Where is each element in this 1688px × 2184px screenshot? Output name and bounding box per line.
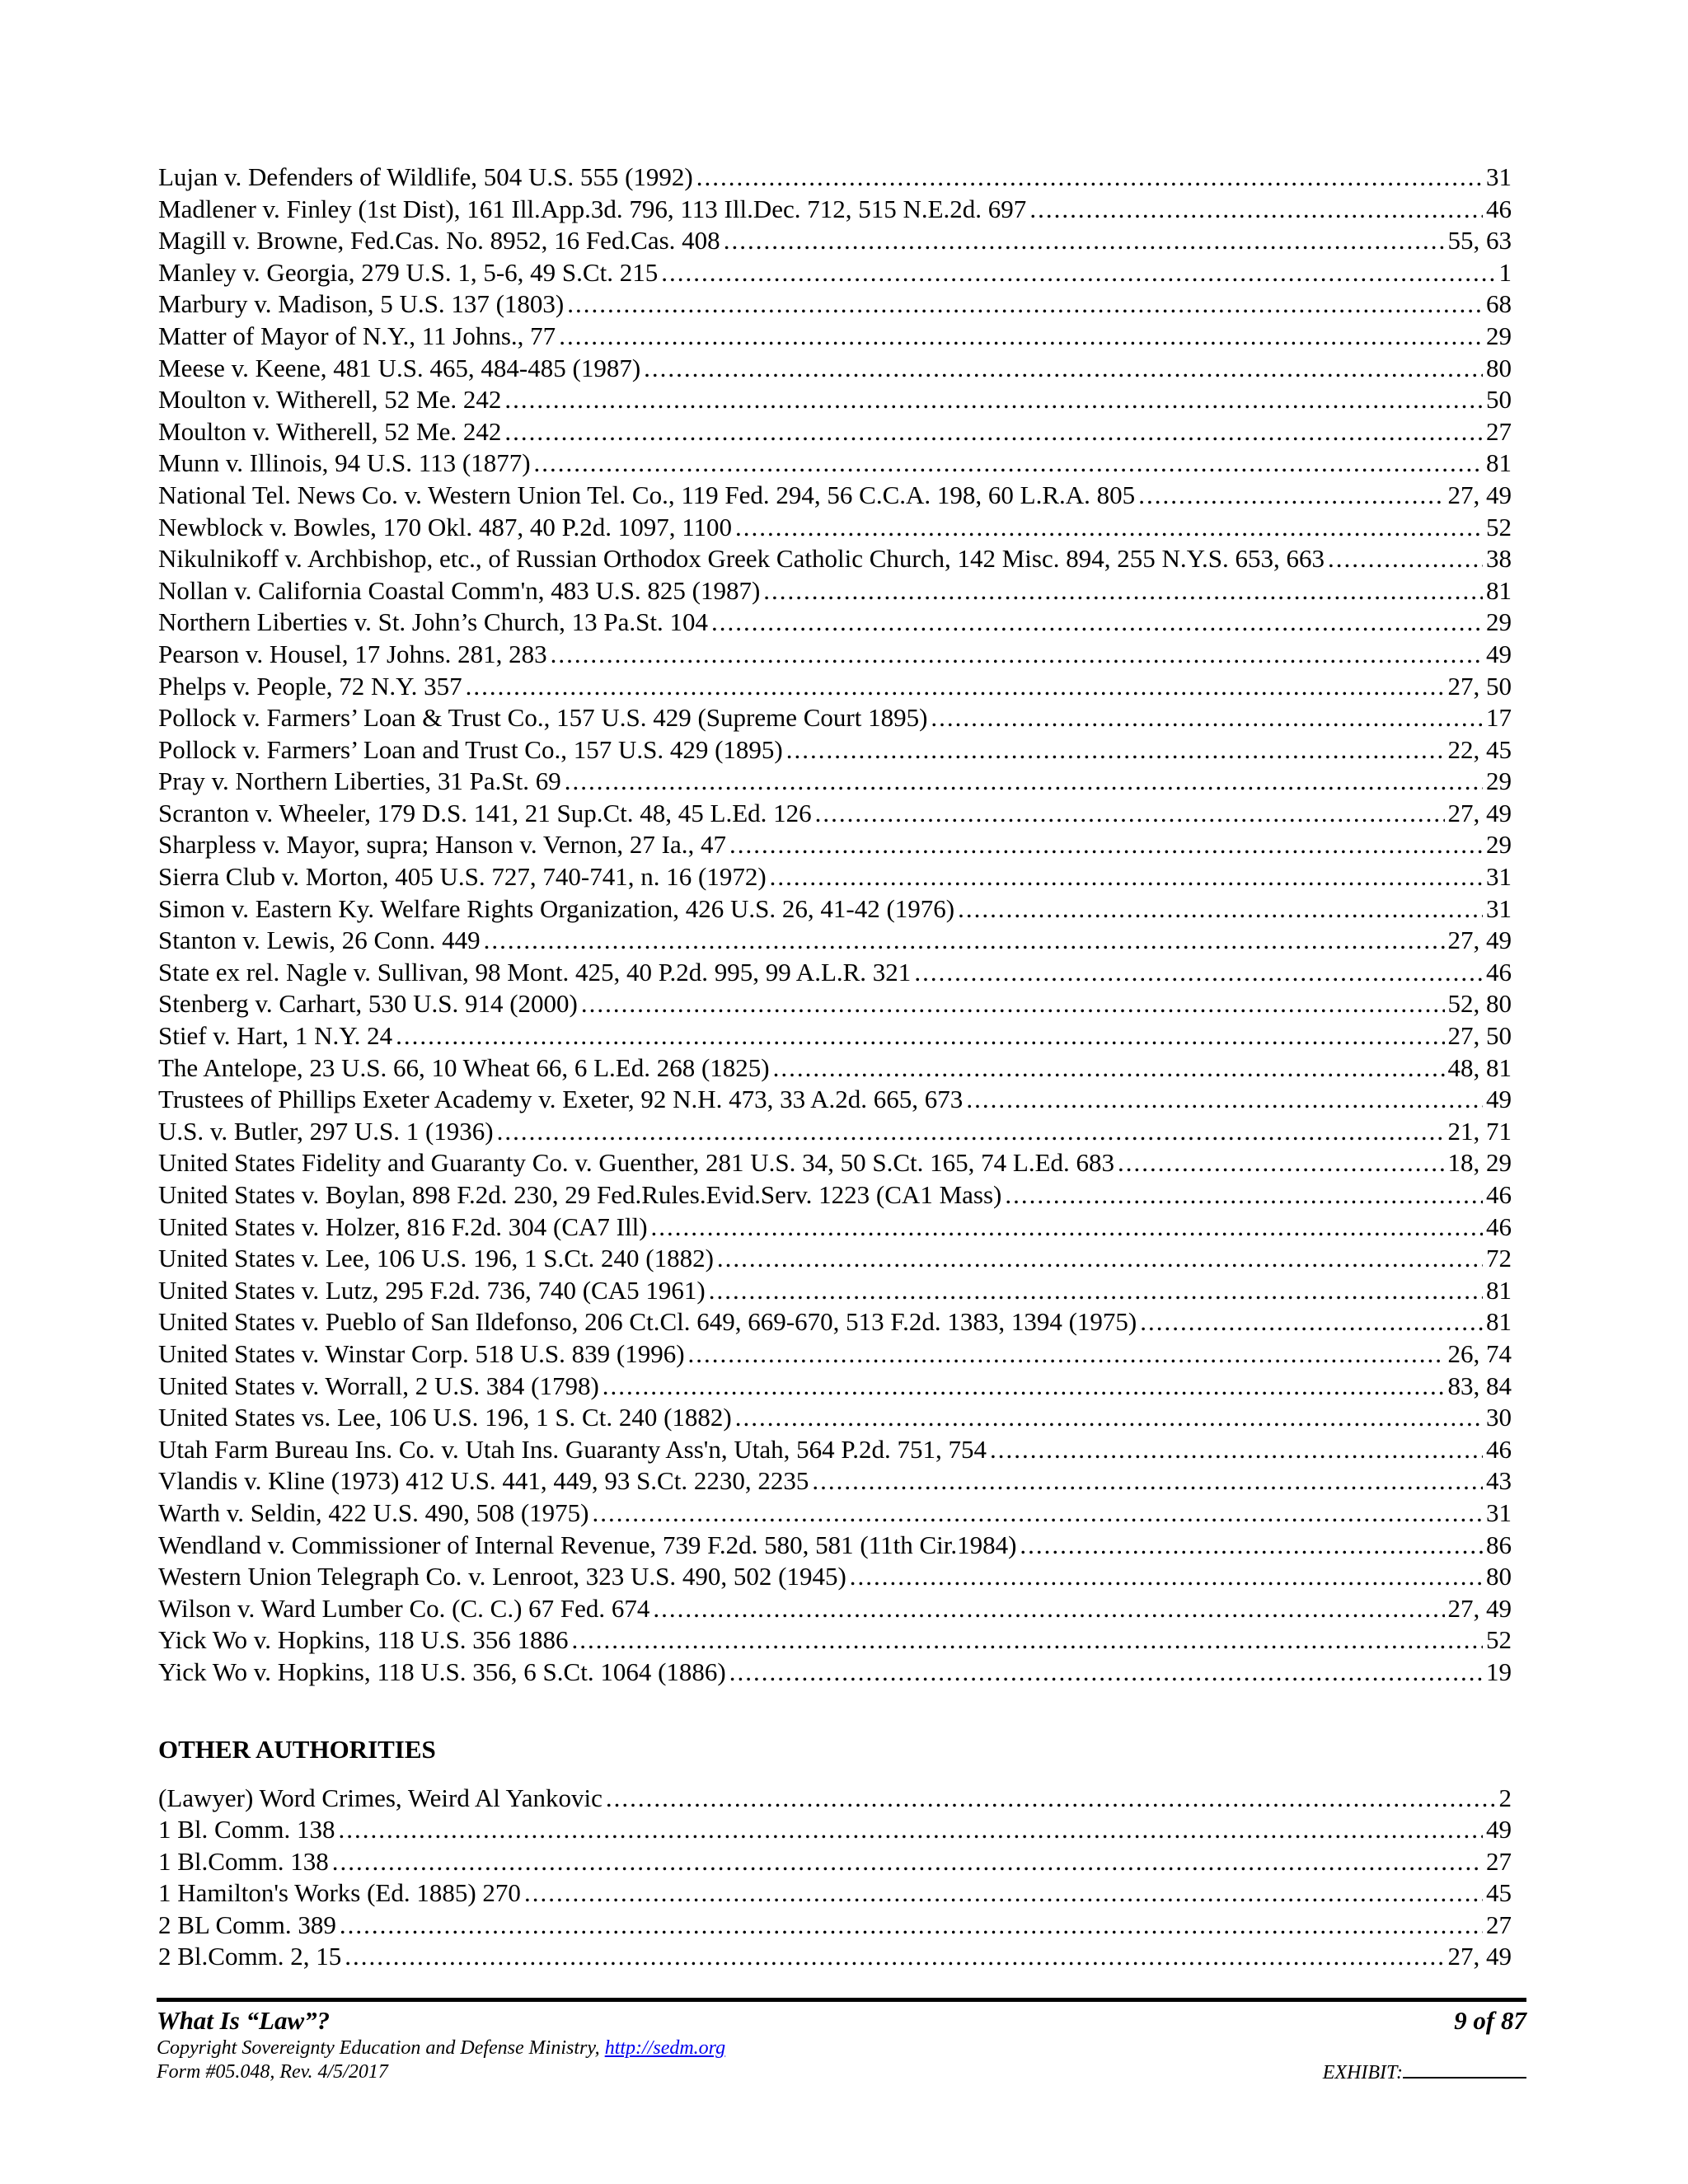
entry-title: Magill v. Browne, Fed.Cas. No. 8952, 16 Fed.Cas. 408 <box>158 226 720 255</box>
entry-page-numbers: 80 <box>1486 353 1512 382</box>
dot-leader <box>651 1212 1483 1244</box>
dot-leader <box>1138 480 1444 512</box>
toc-entry[interactable] <box>158 257 1512 289</box>
toc-entry[interactable] <box>158 766 1512 798</box>
toc-entry[interactable] <box>158 1338 1512 1371</box>
dot-leader <box>773 1052 1445 1085</box>
entry-page-numbers: 81 <box>1486 448 1512 478</box>
toc-entry[interactable] <box>158 1497 1512 1530</box>
entry-title: 1 Hamilton's Works (Ed. 1885) 270 <box>158 1878 521 1908</box>
entry-title: (Lawyer) Word Crimes, Weird Al Yankovic <box>158 1783 603 1812</box>
other-authorities-heading: OTHER AUTHORITIES <box>158 1734 436 1764</box>
toc-entry[interactable] <box>158 448 1512 480</box>
dot-leader <box>653 1593 1444 1625</box>
page-footer <box>157 1998 1526 2085</box>
entry-title: Sierra Club v. Morton, 405 U.S. 727, 740-741, n. 16 (1972) <box>158 862 767 892</box>
entry-page-numbers: 86 <box>1486 1530 1512 1559</box>
entry-page-numbers: 81 <box>1486 575 1512 605</box>
entry-page-numbers: 18, 29 <box>1447 1148 1512 1178</box>
dot-leader <box>709 1275 1483 1307</box>
toc-entry[interactable] <box>158 893 1512 926</box>
toc-entry[interactable] <box>158 639 1512 671</box>
entry-title: Nikulnikoff v. Archbishop, etc., of Russian Orthodox Greek Catholic Church, 142 Misc. 894, 255 N.Y.S. 653, 663 <box>158 544 1325 574</box>
entry-title: Pollock v. Farmers’ Loan & Trust Co., 157 U.S. 429 (Supreme Court 1895) <box>158 703 928 733</box>
toc-entry[interactable] <box>158 1593 1512 1625</box>
dot-leader <box>603 1371 1445 1403</box>
entry-title: Yick Wo v. Hopkins, 118 U.S. 356, 6 S.Ct. 1064 (1886) <box>158 1657 726 1686</box>
entry-title: Yick Wo v. Hopkins, 118 U.S. 356 1886 <box>158 1625 569 1655</box>
toc-entry[interactable] <box>158 225 1512 257</box>
entry-title: Pearson v. Housel, 17 Johns. 281, 283 <box>158 639 547 668</box>
entry-page-numbers: 50 <box>1486 385 1512 415</box>
dot-leader <box>534 448 1483 480</box>
dot-leader <box>338 1814 1483 1846</box>
entry-page-numbers: 83, 84 <box>1447 1371 1512 1400</box>
entry-title: Moulton v. Witherell, 52 Me. 242 <box>158 385 502 415</box>
dot-leader <box>717 1243 1483 1275</box>
dot-leader <box>565 766 1483 798</box>
entry-title: Northern Liberties v. St. John’s Church, 13 Pa.St. 104 <box>158 607 709 637</box>
toc-entry[interactable] <box>158 1561 1512 1593</box>
dot-leader <box>551 639 1483 671</box>
dot-leader <box>572 1624 1483 1657</box>
entry-page-numbers: 27, 49 <box>1447 1593 1512 1623</box>
entry-page-numbers: 52 <box>1486 1625 1512 1655</box>
toc-entry[interactable] <box>158 194 1512 226</box>
entry-title: United States Fidelity and Guaranty Co. v. Guenther, 281 U.S. 34, 50 S.Ct. 165, 74 L.Ed. 683 <box>158 1148 1115 1178</box>
entry-title: U.S. v. Butler, 297 U.S. 1 (1936) <box>158 1116 494 1146</box>
toc-entry[interactable] <box>158 1434 1512 1466</box>
entry-page-numbers: 27, 49 <box>1447 480 1512 509</box>
dot-leader <box>729 829 1483 861</box>
toc-entry[interactable] <box>158 1371 1512 1403</box>
entry-title: Pollock v. Farmers’ Loan and Trust Co., 157 U.S. 429 (1895) <box>158 734 783 764</box>
entry-page-numbers: 26, 74 <box>1447 1338 1512 1368</box>
toc-entry[interactable] <box>158 1116 1512 1148</box>
dot-leader <box>1029 194 1483 226</box>
dot-leader <box>567 288 1483 321</box>
toc-entry[interactable] <box>158 1020 1512 1052</box>
exhibit-blank-line <box>1403 2060 1526 2079</box>
dot-leader <box>711 607 1483 639</box>
toc-entry[interactable] <box>158 1910 1512 1942</box>
dot-leader <box>396 1020 1444 1052</box>
toc-entry[interactable] <box>158 384 1512 416</box>
entry-page-numbers: 68 <box>1486 289 1512 319</box>
toc-entry[interactable] <box>158 798 1512 830</box>
toc-entry[interactable] <box>158 671 1512 703</box>
entry-page-numbers: 80 <box>1486 1562 1512 1591</box>
entry-page-numbers: 52, 80 <box>1447 989 1512 1019</box>
entry-page-numbers: 46 <box>1486 1434 1512 1464</box>
entry-page-numbers: 27, 50 <box>1447 671 1512 701</box>
dot-leader <box>504 384 1483 416</box>
toc-entry[interactable] <box>158 512 1512 544</box>
dot-leader <box>812 1465 1483 1497</box>
entry-page-numbers: 49 <box>1486 1815 1512 1844</box>
entry-title: Phelps v. People, 72 N.Y. 357 <box>158 671 462 701</box>
entry-page-numbers: 52 <box>1486 512 1512 541</box>
table-of-authorities <box>158 162 1512 1973</box>
entry-page-numbers: 31 <box>1486 1497 1512 1527</box>
dot-leader <box>786 734 1445 766</box>
entry-title: Stenberg v. Carhart, 530 U.S. 914 (2000) <box>158 989 578 1019</box>
dot-leader <box>504 416 1483 448</box>
toc-entry[interactable] <box>158 1402 1512 1434</box>
dot-leader <box>1328 543 1483 575</box>
toc-entry[interactable] <box>158 1212 1512 1244</box>
entry-title: National Tel. News Co. v. Western Union Tel. Co., 119 Fed. 294, 56 C.C.A. 198, 60 L.R.A. 805 <box>158 480 1136 509</box>
entry-title: Marbury v. Madison, 5 U.S. 137 (1803) <box>158 289 565 319</box>
toc-entry[interactable] <box>158 702 1512 734</box>
toc-entry[interactable] <box>158 480 1512 512</box>
toc-entry[interactable] <box>158 1084 1512 1116</box>
entry-page-numbers: 2 <box>1498 1783 1512 1812</box>
entry-title: United States v. Lee, 106 U.S. 196, 1 S.Ct. 240 (1882) <box>158 1244 714 1273</box>
entry-title: Western Union Telegraph Co. v. Lenroot, 323 U.S. 490, 502 (1945) <box>158 1562 846 1591</box>
dot-leader <box>484 925 1445 957</box>
sedm-link[interactable]: http://sedm.org <box>604 2037 726 2059</box>
entry-page-numbers: 72 <box>1486 1244 1512 1273</box>
entry-title: Trustees of Phillips Exeter Academy v. Exeter, 92 N.H. 473, 33 A.2d. 665, 673 <box>158 1085 964 1114</box>
dot-leader <box>966 1084 1483 1116</box>
toc-entry[interactable] <box>158 1657 1512 1689</box>
toc-entry[interactable] <box>158 543 1512 575</box>
entry-page-numbers: 27, 49 <box>1447 926 1512 955</box>
dot-leader <box>850 1561 1483 1593</box>
entry-title: 1 Bl. Comm. 138 <box>158 1815 335 1844</box>
entry-page-numbers: 46 <box>1486 957 1512 987</box>
dot-leader <box>1118 1147 1444 1179</box>
entry-page-numbers: 21, 71 <box>1447 1116 1512 1146</box>
entry-title: United States v. Worrall, 2 U.S. 384 (1798) <box>158 1371 599 1400</box>
toc-entry[interactable] <box>158 353 1512 385</box>
entry-page-numbers: 31 <box>1486 893 1512 923</box>
entry-title: Manley v. Georgia, 279 U.S. 1, 5-6, 49 S.Ct. 215 <box>158 257 659 287</box>
toc-entry[interactable] <box>158 925 1512 957</box>
entry-title: Wilson v. Ward Lumber Co. (C. C.) 67 Fed. 674 <box>158 1593 650 1623</box>
entry-title: Moulton v. Witherell, 52 Me. 242 <box>158 416 502 446</box>
toc-entry[interactable] <box>158 288 1512 321</box>
dot-leader <box>644 353 1483 385</box>
entry-title: State ex rel. Nagle v. Sullivan, 98 Mont. 425, 40 P.2d. 995, 99 A.L.R. 321 <box>158 957 912 987</box>
entry-title: United States v. Pueblo of San Ildefonso, 206 Ct.Cl. 649, 669-670, 513 F.2d. 1383, 1394 (1975) <box>158 1307 1137 1337</box>
dot-leader <box>931 702 1483 734</box>
dot-leader <box>1005 1179 1483 1212</box>
toc-entry[interactable] <box>158 1052 1512 1085</box>
entry-page-numbers: 46 <box>1486 1180 1512 1209</box>
toc-entry[interactable] <box>158 162 1512 194</box>
exhibit-label: EXHIBIT: <box>1322 2062 1403 2083</box>
page-number: 9 of 87 <box>1454 2006 1526 2035</box>
entry-title: Scranton v. Wheeler, 179 D.S. 141, 21 Sup.Ct. 48, 45 L.Ed. 126 <box>158 798 812 827</box>
toc-entry[interactable] <box>158 957 1512 989</box>
entry-page-numbers: 49 <box>1486 639 1512 668</box>
dot-leader <box>990 1434 1483 1466</box>
other-authorities-list <box>158 1783 1512 1974</box>
entry-page-numbers: 27, 49 <box>1447 1942 1512 1971</box>
entry-title: Stanton v. Lewis, 26 Conn. 449 <box>158 926 481 955</box>
toc-entry[interactable] <box>158 1814 1512 1846</box>
entry-page-numbers: 31 <box>1486 162 1512 191</box>
entry-page-numbers: 22, 45 <box>1447 734 1512 764</box>
entry-title: Warth v. Seldin, 422 U.S. 490, 508 (1975) <box>158 1497 589 1527</box>
entry-page-numbers: 27 <box>1486 1910 1512 1939</box>
entry-page-numbers: 81 <box>1486 1307 1512 1337</box>
entry-title: Stief v. Hart, 1 N.Y. 24 <box>158 1021 393 1051</box>
entry-page-numbers: 29 <box>1486 766 1512 796</box>
entry-page-numbers: 27 <box>1486 1846 1512 1876</box>
dot-leader <box>592 1497 1483 1530</box>
entry-page-numbers: 29 <box>1486 830 1512 860</box>
entry-title: Utah Farm Bureau Ins. Co. v. Utah Ins. Guaranty Ass'n, Utah, 564 P.2d. 751, 754 <box>158 1434 987 1464</box>
toc-entry[interactable] <box>158 1243 1512 1275</box>
entry-page-numbers: 46 <box>1486 194 1512 223</box>
entry-page-numbers: 29 <box>1486 321 1512 350</box>
dot-leader <box>581 988 1445 1020</box>
entry-title: 2 BL Comm. 389 <box>158 1910 336 1939</box>
dot-leader <box>661 257 1495 289</box>
entry-title: Newblock v. Bowles, 170 Okl. 487, 40 P.2d. 1097, 1100 <box>158 512 733 541</box>
toc-entry[interactable] <box>158 861 1512 893</box>
entry-page-numbers: 43 <box>1486 1466 1512 1496</box>
dot-leader <box>914 957 1483 989</box>
entry-title: Meese v. Keene, 481 U.S. 465, 484-485 (1987) <box>158 353 641 382</box>
copyright-line <box>157 2036 1526 2060</box>
entry-title: United States vs. Lee, 106 U.S. 196, 1 S. Ct. 240 (1882) <box>158 1403 732 1432</box>
entry-page-numbers: 49 <box>1486 1085 1512 1114</box>
toc-entry[interactable] <box>158 734 1512 766</box>
entry-title: Pray v. Northern Liberties, 31 Pa.St. 69 <box>158 766 561 796</box>
entry-page-numbers: 46 <box>1486 1212 1512 1241</box>
dot-leader <box>524 1877 1483 1910</box>
entry-page-numbers: 55, 63 <box>1447 226 1512 255</box>
dot-leader <box>559 321 1483 353</box>
entry-title: Simon v. Eastern Ky. Welfare Rights Organization, 426 U.S. 26, 41-42 (1976) <box>158 893 955 923</box>
toc-entry[interactable] <box>158 321 1512 353</box>
dot-leader <box>345 1941 1444 1973</box>
entry-title: Madlener v. Finley (1st Dist), 161 Ill.App.3d. 796, 113 Ill.Dec. 712, 515 N.E.2d. 697 <box>158 194 1027 223</box>
toc-entry[interactable] <box>158 829 1512 861</box>
entry-page-numbers: 30 <box>1486 1403 1512 1432</box>
dot-leader <box>724 225 1445 257</box>
dot-leader <box>688 1338 1445 1371</box>
entry-title: Wendland v. Commissioner of Internal Revenue, 739 F.2d. 580, 581 (11th Cir.1984) <box>158 1530 1017 1559</box>
entry-page-numbers: 29 <box>1486 607 1512 637</box>
dot-leader <box>1020 1530 1483 1562</box>
entry-page-numbers: 27 <box>1486 416 1512 446</box>
dot-leader <box>735 512 1483 544</box>
entry-page-numbers: 1 <box>1498 257 1512 287</box>
toc-entry[interactable] <box>158 607 1512 639</box>
entry-page-numbers: 45 <box>1486 1878 1512 1908</box>
dot-leader <box>497 1116 1445 1148</box>
entry-page-numbers: 17 <box>1486 703 1512 733</box>
toc-entry[interactable] <box>158 1275 1512 1307</box>
entry-title: Nollan v. California Coastal Comm'n, 483 U.S. 825 (1987) <box>158 575 761 605</box>
dot-leader <box>332 1846 1483 1878</box>
toc-entry[interactable] <box>158 1941 1512 1973</box>
entry-title: Vlandis v. Kline (1973) 412 U.S. 441, 449, 93 S.Ct. 2230, 2235 <box>158 1466 809 1496</box>
toc-entry[interactable] <box>158 1306 1512 1338</box>
dot-leader <box>340 1910 1483 1942</box>
entry-title: United States v. Boylan, 898 F.2d. 230, 29 Fed.Rules.Evid.Serv. 1223 (CA1 Mass) <box>158 1180 1002 1209</box>
entry-page-numbers: 27, 50 <box>1447 1021 1512 1051</box>
toc-entry[interactable] <box>158 1179 1512 1212</box>
toc-entry[interactable] <box>158 1783 1512 1815</box>
toc-entry[interactable] <box>158 1147 1512 1179</box>
form-number: Form #05.048, Rev. 4/5/2017 <box>157 2061 388 2083</box>
footer-divider <box>157 1998 1526 2002</box>
entry-title: United States v. Holzer, 816 F.2d. 304 (CA7 Ill) <box>158 1212 648 1241</box>
entry-page-numbers: 48, 81 <box>1447 1052 1512 1082</box>
exhibit-field <box>1323 2060 1526 2085</box>
toc-entry[interactable] <box>158 1877 1512 1910</box>
entry-page-numbers: 27, 49 <box>1447 798 1512 827</box>
entry-title: Munn v. Illinois, 94 U.S. 113 (1877) <box>158 448 531 478</box>
entry-title: 2 Bl.Comm. 2, 15 <box>158 1942 342 1971</box>
dot-leader <box>815 798 1445 830</box>
dot-leader <box>606 1783 1496 1815</box>
dot-leader <box>735 1402 1483 1434</box>
cases-list <box>158 162 1512 1689</box>
dot-leader <box>466 671 1445 703</box>
copyright-text: Copyright Sovereignty Education and Defense Ministry, <box>157 2037 605 2059</box>
entry-title: United States v. Lutz, 295 F.2d. 736, 740 (CA5 1961) <box>158 1275 706 1305</box>
dot-leader <box>958 893 1483 926</box>
dot-leader <box>763 575 1483 607</box>
entry-title: The Antelope, 23 U.S. 66, 10 Wheat 66, 6 L.Ed. 268 (1825) <box>158 1052 770 1082</box>
entry-title: Lujan v. Defenders of Wildlife, 504 U.S. 555 (1992) <box>158 162 693 191</box>
entry-page-numbers: 31 <box>1486 862 1512 892</box>
entry-title: 1 Bl.Comm. 138 <box>158 1846 329 1876</box>
entry-title: United States v. Winstar Corp. 518 U.S. 839 (1996) <box>158 1338 685 1368</box>
entry-title: Matter of Mayor of N.Y., 11 Johns., 77 <box>158 321 556 350</box>
entry-page-numbers: 38 <box>1486 544 1512 574</box>
dot-leader <box>696 162 1483 194</box>
toc-entry[interactable] <box>158 988 1512 1020</box>
toc-entry[interactable] <box>158 416 1512 448</box>
document-title: What Is “Law”? <box>157 2006 331 2035</box>
toc-entry[interactable] <box>158 575 1512 607</box>
toc-entry[interactable] <box>158 1465 1512 1497</box>
entry-page-numbers: 81 <box>1486 1275 1512 1305</box>
dot-leader <box>770 861 1483 893</box>
entry-title: Sharpless v. Mayor, supra; Hanson v. Vernon, 27 Ia., 47 <box>158 830 726 860</box>
dot-leader <box>1140 1306 1483 1338</box>
entry-page-numbers: 19 <box>1486 1657 1512 1686</box>
dot-leader <box>729 1657 1483 1689</box>
toc-entry[interactable] <box>158 1846 1512 1878</box>
toc-entry[interactable] <box>158 1624 1512 1657</box>
toc-entry[interactable] <box>158 1530 1512 1562</box>
